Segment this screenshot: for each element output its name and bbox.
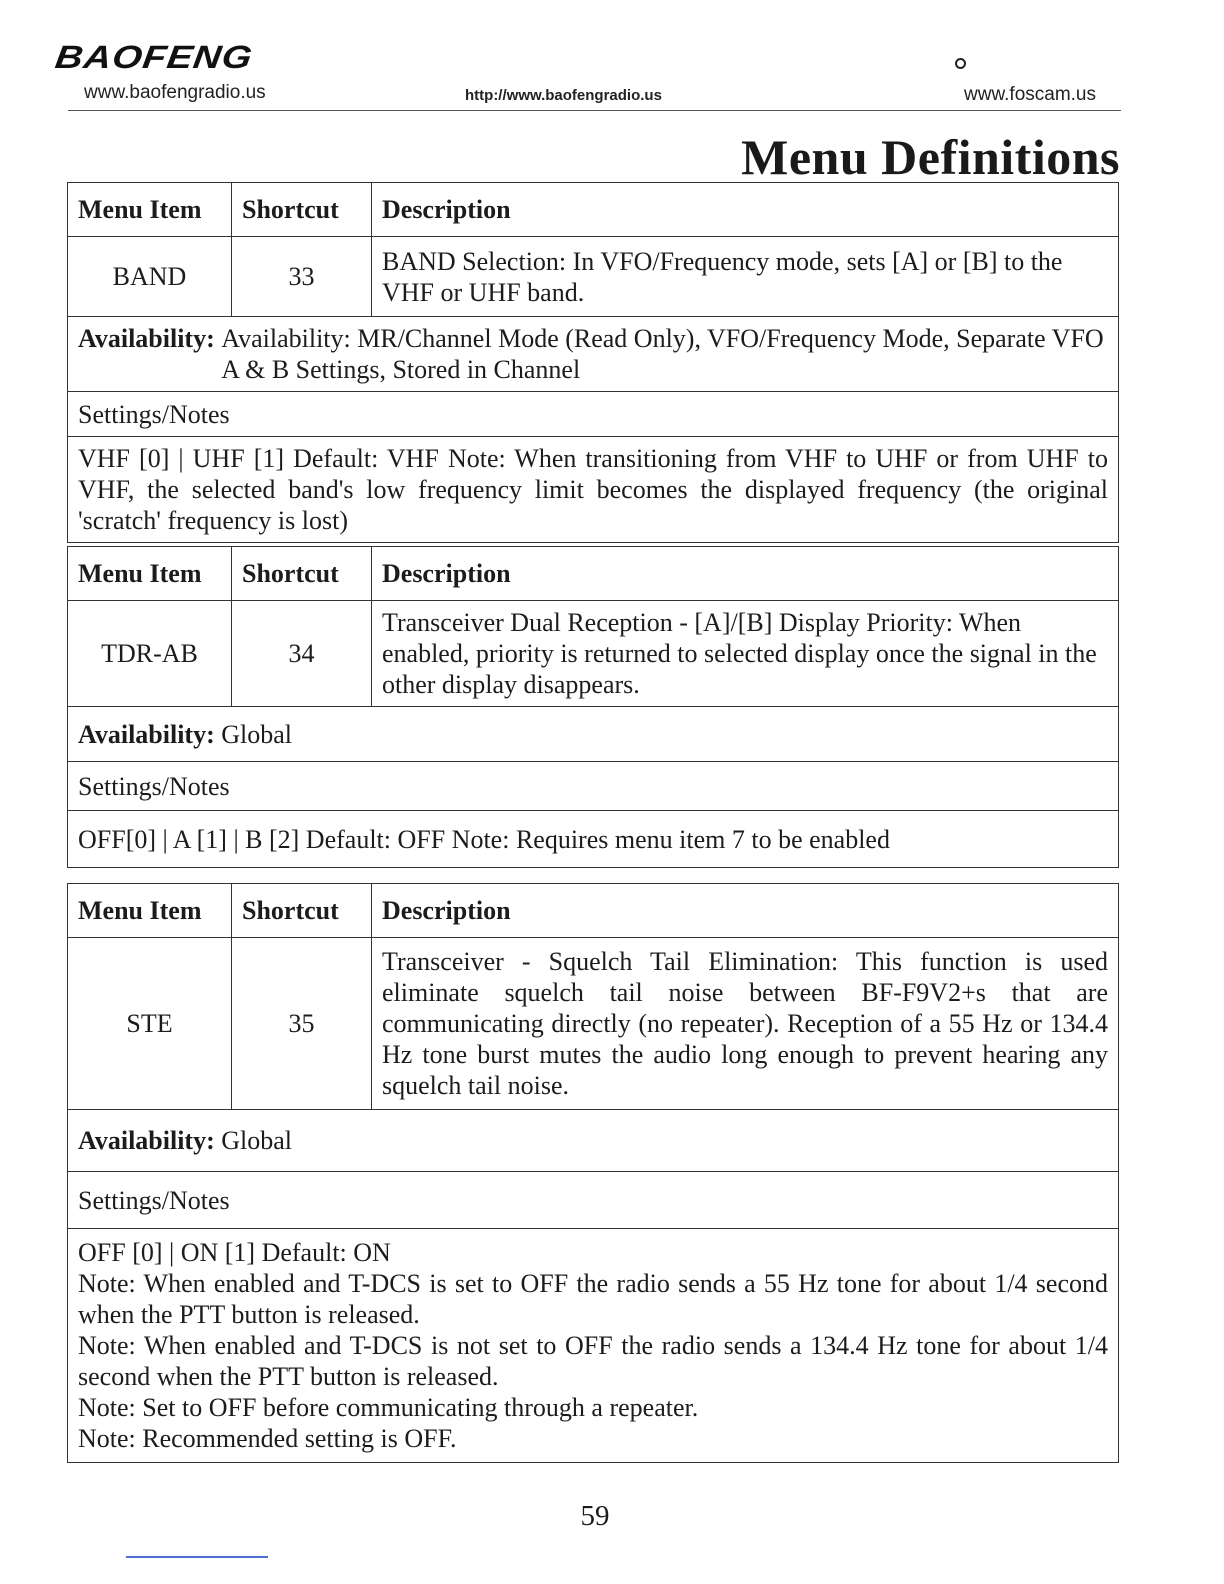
site-left-link[interactable]: www.baofengradio.us [84,82,266,103]
table-row [68,237,1119,317]
brand-logo: BAOFENG [52,40,255,76]
menu-item-description: Transceiver - Squelch Tail Elimination: This function is used eliminate squelch tail noise between BF-F9V2+s that are communicating directly (no repeater). Reception of a 55 Hz or 134.4 Hz tone burst mutes the audio long enough to prevent hearing any squelch tail noise. [372,938,1119,1110]
menu-table-tdr-ab [67,546,1119,868]
footer-divider [126,1556,268,1558]
header-shortcut: Shortcut [232,183,372,237]
settings-notes-label: Settings/Notes [68,1172,1119,1229]
settings-line: Note: Recommended setting is OFF. [78,1424,457,1453]
menu-item-name: STE [68,938,232,1110]
availability-label: Availability: [78,719,215,749]
menu-item-name: BAND [68,237,232,317]
table-row [68,601,1119,707]
page-title: Menu Definitions [741,129,1120,185]
settings-label-row [68,762,1119,811]
settings-line: Note: When enabled and T-DCS is not set to OFF the radio sends a 134.4 Hz tone for about 1/4 second when the PTT button is released. [78,1331,1108,1391]
table-header-row [68,884,1119,938]
settings-row [68,811,1119,868]
availability-label: Availability: [78,1126,215,1155]
menu-item-description: Transceiver Dual Reception - [A]/[B] Display Priority: When enabled, priority is returned to selected display once the signal in the other display disappears. [372,601,1119,707]
settings-notes-label: Settings/Notes [68,762,1119,811]
menu-item-shortcut: 33 [232,237,372,317]
header-description: Description [372,884,1119,938]
settings-notes-value: OFF[0] | A [1] | B [2] Default: OFF Note: Requires menu item 7 to be enabled [68,811,1119,868]
site-right-link[interactable]: www.foscam.us [964,84,1096,105]
settings-notes-label: Settings/Notes [68,392,1119,437]
header-description: Description [372,547,1119,601]
availability-row [68,707,1119,762]
site-center-link[interactable]: http://www.baofengradio.us [465,87,662,104]
menu-item-name: TDR-AB [68,601,232,707]
table-row [68,938,1119,1110]
table-header-row [68,183,1119,237]
availability-value: Availability: MR/Channel Mode (Read Only), VFO/Frequency Mode, Separate VFO A & B Settings, Stored in Channel [221,324,1104,384]
header-description: Description [372,183,1119,237]
availability-label: Availability: [78,324,215,353]
table-header-row [68,547,1119,601]
menu-table-band [67,182,1119,543]
header-shortcut: Shortcut [232,884,372,938]
page-number: 59 [580,1500,610,1532]
settings-notes-value: VHF [0] | UHF [1] Default: VHF Note: When transitioning from VHF to UHF or from UHF to VHF, the selected band's low frequency limit becomes the displayed frequency (the original 'scratch' frequency is lost) [68,437,1119,543]
settings-row [68,437,1119,543]
bullet-icon [955,58,966,69]
header-menu-item: Menu Item [68,183,232,237]
availability-value: Global [221,1126,293,1155]
availability-value: Global [221,719,293,749]
menu-item-shortcut: 34 [232,601,372,707]
menu-item-shortcut: 35 [232,938,372,1110]
settings-label-row [68,392,1119,437]
header-menu-item: Menu Item [68,547,232,601]
settings-line: Note: Set to OFF before communicating through a repeater. [78,1393,699,1422]
settings-line: OFF [0] | ON [1] Default: ON [78,1238,391,1267]
menu-table-ste [67,883,1119,1463]
header-divider [68,110,1121,111]
header-shortcut: Shortcut [232,547,372,601]
menu-item-description: BAND Selection: In VFO/Frequency mode, sets [A] or [B] to the VHF or UHF band. [372,237,1119,317]
settings-row [68,1229,1119,1463]
availability-row [68,317,1119,392]
header-menu-item: Menu Item [68,884,232,938]
settings-line: Note: When enabled and T-DCS is set to OFF the radio sends a 55 Hz tone for about 1/4 second when the PTT button is released. [78,1269,1108,1329]
settings-label-row [68,1172,1119,1229]
availability-row [68,1110,1119,1172]
